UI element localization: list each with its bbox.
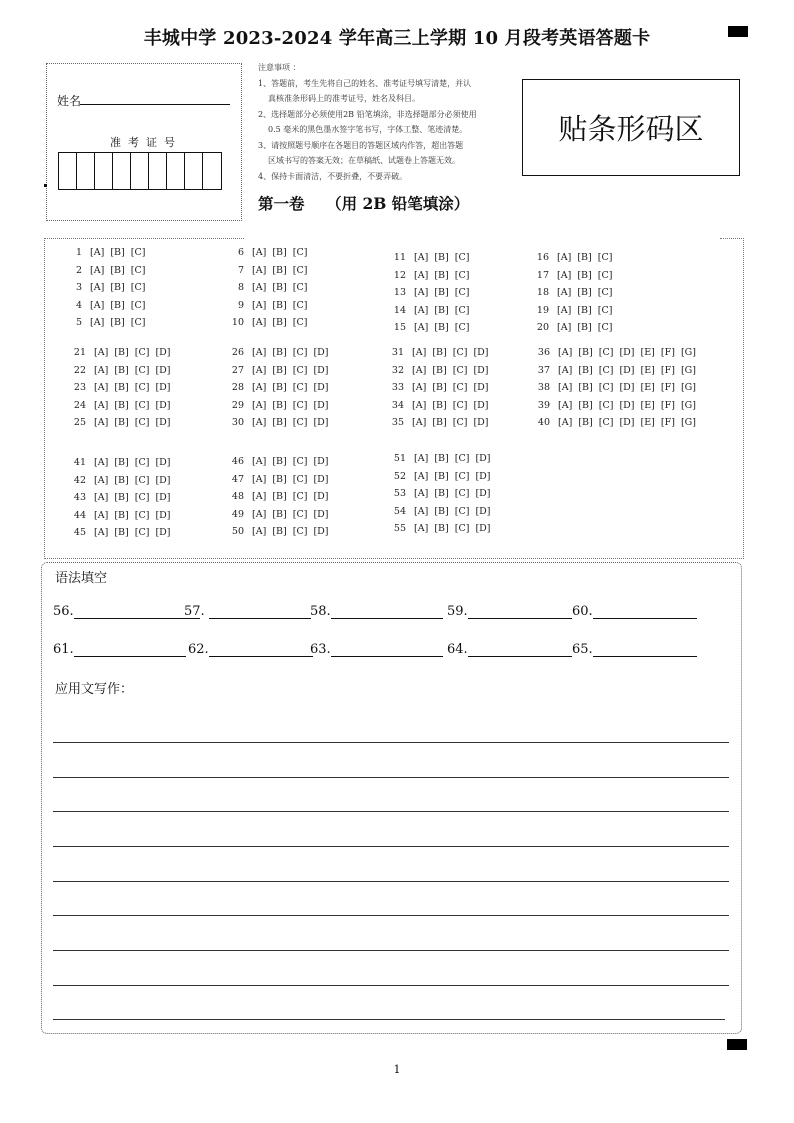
blank-58[interactable]: [310, 604, 443, 619]
question-number: 13: [393, 287, 406, 298]
exam-id-box[interactable]: [167, 153, 185, 189]
question-number: 53: [393, 488, 406, 499]
answer-bubbles[interactable]: [A] [B] [C] [D]: [94, 417, 171, 428]
blank-number: 64.: [447, 642, 468, 657]
question-number: 47: [231, 473, 244, 485]
question-number: 51: [393, 453, 406, 464]
answer-bubbles[interactable]: [A] [B] [C]: [557, 269, 613, 281]
answer-line[interactable]: [331, 604, 443, 619]
question-row[interactable]: [528, 400, 696, 411]
question-row[interactable]: [528, 347, 696, 358]
answer-bubbles[interactable]: [A] [B] [C] [D]: [412, 364, 489, 376]
answer-line[interactable]: [593, 604, 697, 619]
blank-number: 62.: [188, 642, 209, 657]
answer-bubbles[interactable]: [A] [B] [C]: [252, 282, 308, 293]
question-row[interactable]: [60, 317, 145, 328]
question-number: 18: [536, 287, 549, 298]
answer-bubbles[interactable]: [A] [B] [C]: [414, 304, 470, 316]
question-row[interactable]: [384, 506, 491, 517]
answer-line[interactable]: [468, 642, 572, 657]
exam-id-label: 准考证号: [110, 136, 182, 149]
blank-56[interactable]: [53, 604, 200, 619]
exam-id-box[interactable]: [95, 153, 113, 189]
answer-bubbles[interactable]: [A] [B] [C] [D]: [252, 473, 329, 485]
answer-bubbles[interactable]: [A] [B] [C] [D]: [412, 399, 489, 411]
subjective-answer-area: [41, 562, 742, 1034]
question-row[interactable]: [527, 305, 612, 316]
answer-bubbles[interactable]: [A] [B] [C] [D]: [252, 526, 329, 537]
instruction-line: 0.5 毫米的黑色墨水签字笔书写，字体工整、笔迹清楚。: [268, 125, 468, 134]
answer-bubbles[interactable]: [A] [B] [C]: [90, 264, 146, 276]
question-number: 54: [393, 505, 406, 517]
blank-number: 65.: [572, 642, 593, 657]
question-number: 29: [231, 399, 244, 411]
answer-line[interactable]: [468, 604, 572, 619]
blank-57[interactable]: [184, 604, 311, 619]
question-number: 7: [237, 264, 244, 276]
question-number: 26: [231, 347, 244, 358]
question-row[interactable]: [384, 252, 469, 263]
question-number: 46: [231, 456, 244, 467]
answer-bubbles[interactable]: [A] [B] [C]: [90, 299, 146, 311]
question-number: 4: [75, 299, 82, 311]
exam-id-box[interactable]: [131, 153, 149, 189]
question-number: 10: [231, 317, 244, 328]
exam-id-box[interactable]: [77, 153, 95, 189]
question-row[interactable]: [384, 471, 491, 482]
blank-65[interactable]: [572, 642, 697, 657]
objective-top-border-left: [44, 238, 244, 239]
question-row[interactable]: [384, 305, 469, 316]
question-number: 16: [536, 252, 549, 263]
answer-bubbles[interactable]: [A] [B] [C]: [252, 299, 308, 311]
writing-line[interactable]: [53, 811, 729, 812]
writing-line[interactable]: [53, 881, 729, 882]
answer-bubbles[interactable]: [A] [B] [C]: [557, 322, 613, 333]
question-number: 2: [75, 264, 82, 276]
instruction-line: 真核准条形码上的准考证号，姓名及科目。: [268, 94, 420, 103]
question-number: 33: [391, 382, 404, 393]
exam-id-box[interactable]: [149, 153, 167, 189]
answer-bubbles[interactable]: [A] [B] [C] [D]: [252, 508, 329, 520]
question-row[interactable]: [527, 270, 612, 281]
answer-bubbles[interactable]: [A] [B] [C] [D]: [252, 364, 329, 376]
question-number: 27: [231, 364, 244, 376]
question-row[interactable]: [222, 365, 329, 376]
answer-bubbles[interactable]: [A] [B] [C] [D]: [94, 382, 171, 393]
question-row[interactable]: [384, 523, 491, 534]
answer-bubbles[interactable]: [A] [B] [C]: [557, 304, 613, 316]
blank-number: 60.: [572, 604, 593, 619]
question-row[interactable]: [222, 265, 307, 276]
question-number: 35: [391, 417, 404, 428]
question-row[interactable]: [60, 247, 145, 258]
question-number: 55: [393, 523, 406, 534]
writing-heading: 应用文写作：: [55, 682, 134, 697]
answer-bubbles[interactable]: [A] [B] [C] [D]: [94, 347, 171, 358]
writing-line[interactable]: [53, 846, 729, 847]
question-row[interactable]: [222, 474, 329, 485]
page-number: 1: [393, 1063, 401, 1076]
question-row[interactable]: [64, 382, 171, 393]
question-row[interactable]: [60, 265, 145, 276]
question-number: 49: [231, 508, 244, 520]
alignment-marker-top: [728, 26, 748, 37]
question-row[interactable]: [382, 417, 489, 428]
question-number: 3: [75, 282, 82, 293]
question-number: 24: [73, 399, 86, 411]
answer-bubbles[interactable]: [A] [B] [C] [D] [E] [F] [G]: [558, 399, 696, 411]
question-row[interactable]: [527, 287, 612, 298]
answer-bubbles[interactable]: [A] [B] [C]: [414, 322, 470, 333]
answer-bubbles[interactable]: [A] [B] [C] [D]: [94, 474, 171, 486]
answer-bubbles[interactable]: [A] [B] [C]: [90, 247, 146, 258]
question-row[interactable]: [527, 322, 612, 333]
question-row[interactable]: [64, 365, 171, 376]
name-field[interactable]: [80, 104, 230, 105]
answer-sheet-title: 丰城中学 2023-2024 学年高三上学期 10 月段考英语答题卡: [143, 28, 651, 49]
question-number: 34: [391, 399, 404, 411]
question-row[interactable]: [64, 527, 171, 538]
name-label: 姓名: [57, 94, 82, 108]
question-number: 39: [537, 399, 550, 411]
question-number: 43: [73, 492, 86, 503]
corner-mark: [44, 184, 47, 187]
answer-bubbles[interactable]: [A] [B] [C] [D]: [252, 382, 329, 393]
blank-63[interactable]: [310, 642, 443, 657]
question-row[interactable]: [222, 400, 329, 411]
answer-line[interactable]: [209, 642, 313, 657]
question-number: 12: [393, 269, 406, 281]
question-row[interactable]: [60, 282, 145, 293]
writing-line[interactable]: [53, 777, 729, 778]
answer-bubbles[interactable]: [A] [B] [C] [D]: [252, 491, 329, 502]
question-row[interactable]: [382, 365, 489, 376]
instruction-line: 4、保持卡面清洁，不要折叠，不要弄破。: [258, 171, 408, 181]
answer-bubbles[interactable]: [A] [B] [C] [D]: [252, 347, 329, 358]
answer-bubbles[interactable]: [A] [B] [C]: [414, 252, 470, 263]
question-row[interactable]: [222, 347, 329, 358]
question-number: 44: [73, 509, 86, 521]
question-row[interactable]: [64, 400, 171, 411]
question-row[interactable]: [384, 287, 469, 298]
question-number: 28: [231, 382, 244, 393]
question-number: 22: [73, 364, 86, 376]
question-number: 17: [536, 269, 549, 281]
answer-bubbles[interactable]: [A] [B] [C]: [414, 269, 470, 281]
answer-bubbles[interactable]: [A] [B] [C] [D]: [94, 399, 171, 411]
writing-line[interactable]: [53, 950, 729, 951]
exam-id-box[interactable]: [59, 153, 77, 189]
blank-number: 59.: [447, 604, 468, 619]
question-number: 11: [393, 252, 406, 263]
question-number: 45: [73, 527, 86, 538]
question-number: 5: [75, 317, 82, 328]
objective-top-border-right: [720, 238, 744, 239]
question-number: 23: [73, 382, 86, 393]
question-number: 41: [73, 457, 86, 468]
question-row[interactable]: [222, 509, 329, 520]
blank-number: 63.: [310, 642, 331, 657]
question-number: 1: [75, 247, 82, 258]
question-number: 32: [391, 364, 404, 376]
question-row[interactable]: [222, 317, 307, 328]
answer-bubbles[interactable]: [A] [B] [C] [D]: [252, 417, 329, 428]
writing-line[interactable]: [53, 742, 729, 743]
answer-bubbles[interactable]: [A] [B] [C] [D]: [94, 364, 171, 376]
blank-59[interactable]: [447, 604, 572, 619]
answer-bubbles[interactable]: [A] [B] [C]: [90, 282, 146, 293]
section-one-title: 第一卷 （用 2B 铅笔填涂）: [258, 194, 470, 213]
answer-bubbles[interactable]: [A] [B] [C] [D]: [412, 382, 489, 393]
answer-line[interactable]: [74, 642, 186, 657]
instruction-line: 1、答题前，考生先将自己的姓名、准考证号填写清楚，并认: [258, 78, 472, 88]
answer-bubbles[interactable]: [A] [B] [C] [D] [E] [F] [G]: [558, 347, 696, 358]
question-number: 48: [231, 491, 244, 502]
answer-bubbles[interactable]: [A] [B] [C] [D] [E] [F] [G]: [558, 417, 696, 428]
question-row[interactable]: [222, 456, 329, 467]
question-row[interactable]: [222, 247, 307, 258]
grammar-fill-heading: 语法填空: [55, 571, 108, 586]
question-row[interactable]: [60, 300, 145, 311]
answer-bubbles[interactable]: [A] [B] [C] [D]: [414, 470, 491, 482]
answer-bubbles[interactable]: [A] [B] [C]: [252, 317, 308, 328]
question-number: 21: [73, 347, 86, 358]
answer-bubbles[interactable]: [A] [B] [C] [D]: [412, 417, 489, 428]
question-row[interactable]: [64, 475, 171, 486]
blank-number: 61.: [53, 642, 74, 657]
instruction-line: 2、选择题部分必须使用2B 铅笔填涂，非选择题部分必须使用: [258, 109, 477, 119]
blank-62[interactable]: [188, 642, 313, 657]
question-row[interactable]: [384, 270, 469, 281]
question-row[interactable]: [64, 417, 171, 428]
answer-bubbles[interactable]: [A] [B] [C] [D]: [412, 347, 489, 358]
answer-bubbles[interactable]: [A] [B] [C] [D]: [414, 453, 491, 464]
answer-bubbles[interactable]: [A] [B] [C] [D] [E] [F] [G]: [558, 364, 696, 376]
answer-line[interactable]: [74, 604, 200, 619]
question-number: 15: [393, 322, 406, 333]
answer-bubbles[interactable]: [A] [B] [C] [D]: [414, 488, 491, 499]
question-number: 37: [537, 364, 550, 376]
question-number: 40: [537, 417, 550, 428]
question-row[interactable]: [382, 347, 489, 358]
blank-number: 57.: [184, 604, 205, 619]
answer-bubbles[interactable]: [A] [B] [C] [D]: [252, 399, 329, 411]
question-row[interactable]: [382, 400, 489, 411]
question-number: 42: [73, 474, 86, 486]
blank-number: 58.: [310, 604, 331, 619]
question-row[interactable]: [384, 488, 491, 499]
blank-64[interactable]: [447, 642, 572, 657]
question-row[interactable]: [528, 365, 696, 376]
question-number: 19: [536, 304, 549, 316]
writing-line[interactable]: [53, 915, 729, 916]
exam-id-box[interactable]: [113, 153, 131, 189]
exam-id-grid[interactable]: [58, 152, 222, 190]
answer-line[interactable]: [209, 604, 311, 619]
instructions-heading: 注意事项 ：: [258, 63, 301, 72]
question-row[interactable]: [528, 382, 696, 393]
question-number: 31: [391, 347, 404, 358]
question-row[interactable]: [222, 491, 329, 502]
question-row[interactable]: [222, 282, 307, 293]
answer-bubbles[interactable]: [A] [B] [C]: [252, 247, 308, 258]
answer-bubbles[interactable]: [A] [B] [C] [D]: [414, 505, 491, 517]
answer-bubbles[interactable]: [A] [B] [C]: [414, 287, 470, 298]
barcode-area: 贴条形码区: [522, 79, 740, 176]
exam-id-box[interactable]: [185, 153, 203, 189]
writing-line[interactable]: [53, 985, 729, 986]
blank-number: 56.: [53, 604, 74, 619]
question-number: 20: [536, 322, 549, 333]
question-row[interactable]: [384, 453, 491, 464]
answer-bubbles[interactable]: [A] [B] [C] [D]: [94, 527, 171, 538]
question-row[interactable]: [384, 322, 469, 333]
question-number: 38: [537, 382, 550, 393]
question-row[interactable]: [382, 382, 489, 393]
question-row[interactable]: [64, 510, 171, 521]
answer-bubbles[interactable]: [A] [B] [C] [D] [E] [F] [G]: [558, 382, 696, 393]
answer-bubbles[interactable]: [A] [B] [C] [D]: [252, 456, 329, 467]
answer-bubbles[interactable]: [A] [B] [C] [D]: [94, 457, 171, 468]
answer-line[interactable]: [593, 642, 697, 657]
question-number: 8: [237, 282, 244, 293]
answer-bubbles[interactable]: [A] [B] [C] [D]: [94, 509, 171, 521]
answer-bubbles[interactable]: [A] [B] [C] [D]: [414, 523, 491, 534]
answer-bubbles[interactable]: [A] [B] [C]: [90, 317, 146, 328]
writing-line[interactable]: [53, 1019, 725, 1020]
answer-bubbles[interactable]: [A] [B] [C]: [557, 287, 613, 298]
question-number: 36: [537, 347, 550, 358]
question-number: 6: [237, 247, 244, 258]
question-row[interactable]: [64, 492, 171, 503]
answer-bubbles[interactable]: [A] [B] [C]: [557, 252, 613, 263]
question-number: 52: [393, 470, 406, 482]
blank-61[interactable]: [53, 642, 186, 657]
instruction-line: 3、请按照题号顺序在各题目的答题区域内作答，超出答题: [258, 140, 464, 150]
answer-bubbles[interactable]: [A] [B] [C] [D]: [94, 492, 171, 503]
question-number: 25: [73, 417, 86, 428]
exam-id-box[interactable]: [203, 153, 221, 189]
answer-line[interactable]: [331, 642, 443, 657]
question-row[interactable]: [222, 382, 329, 393]
question-row[interactable]: [222, 300, 307, 311]
blank-60[interactable]: [572, 604, 697, 619]
question-row[interactable]: [222, 417, 329, 428]
question-row[interactable]: [222, 526, 329, 537]
answer-bubbles[interactable]: [A] [B] [C]: [252, 264, 308, 276]
question-row[interactable]: [64, 457, 171, 468]
question-row[interactable]: [527, 252, 612, 263]
question-row[interactable]: [64, 347, 171, 358]
question-number: 14: [393, 304, 406, 316]
question-number: 30: [231, 417, 244, 428]
question-row[interactable]: [528, 417, 696, 428]
instructions: [258, 60, 508, 184]
question-number: 9: [237, 299, 244, 311]
instruction-line: 区域书写的答案无效；在草稿纸、试题卷上答题无效。: [268, 156, 460, 165]
question-number: 50: [231, 526, 244, 537]
alignment-marker-bottom: [727, 1039, 747, 1050]
